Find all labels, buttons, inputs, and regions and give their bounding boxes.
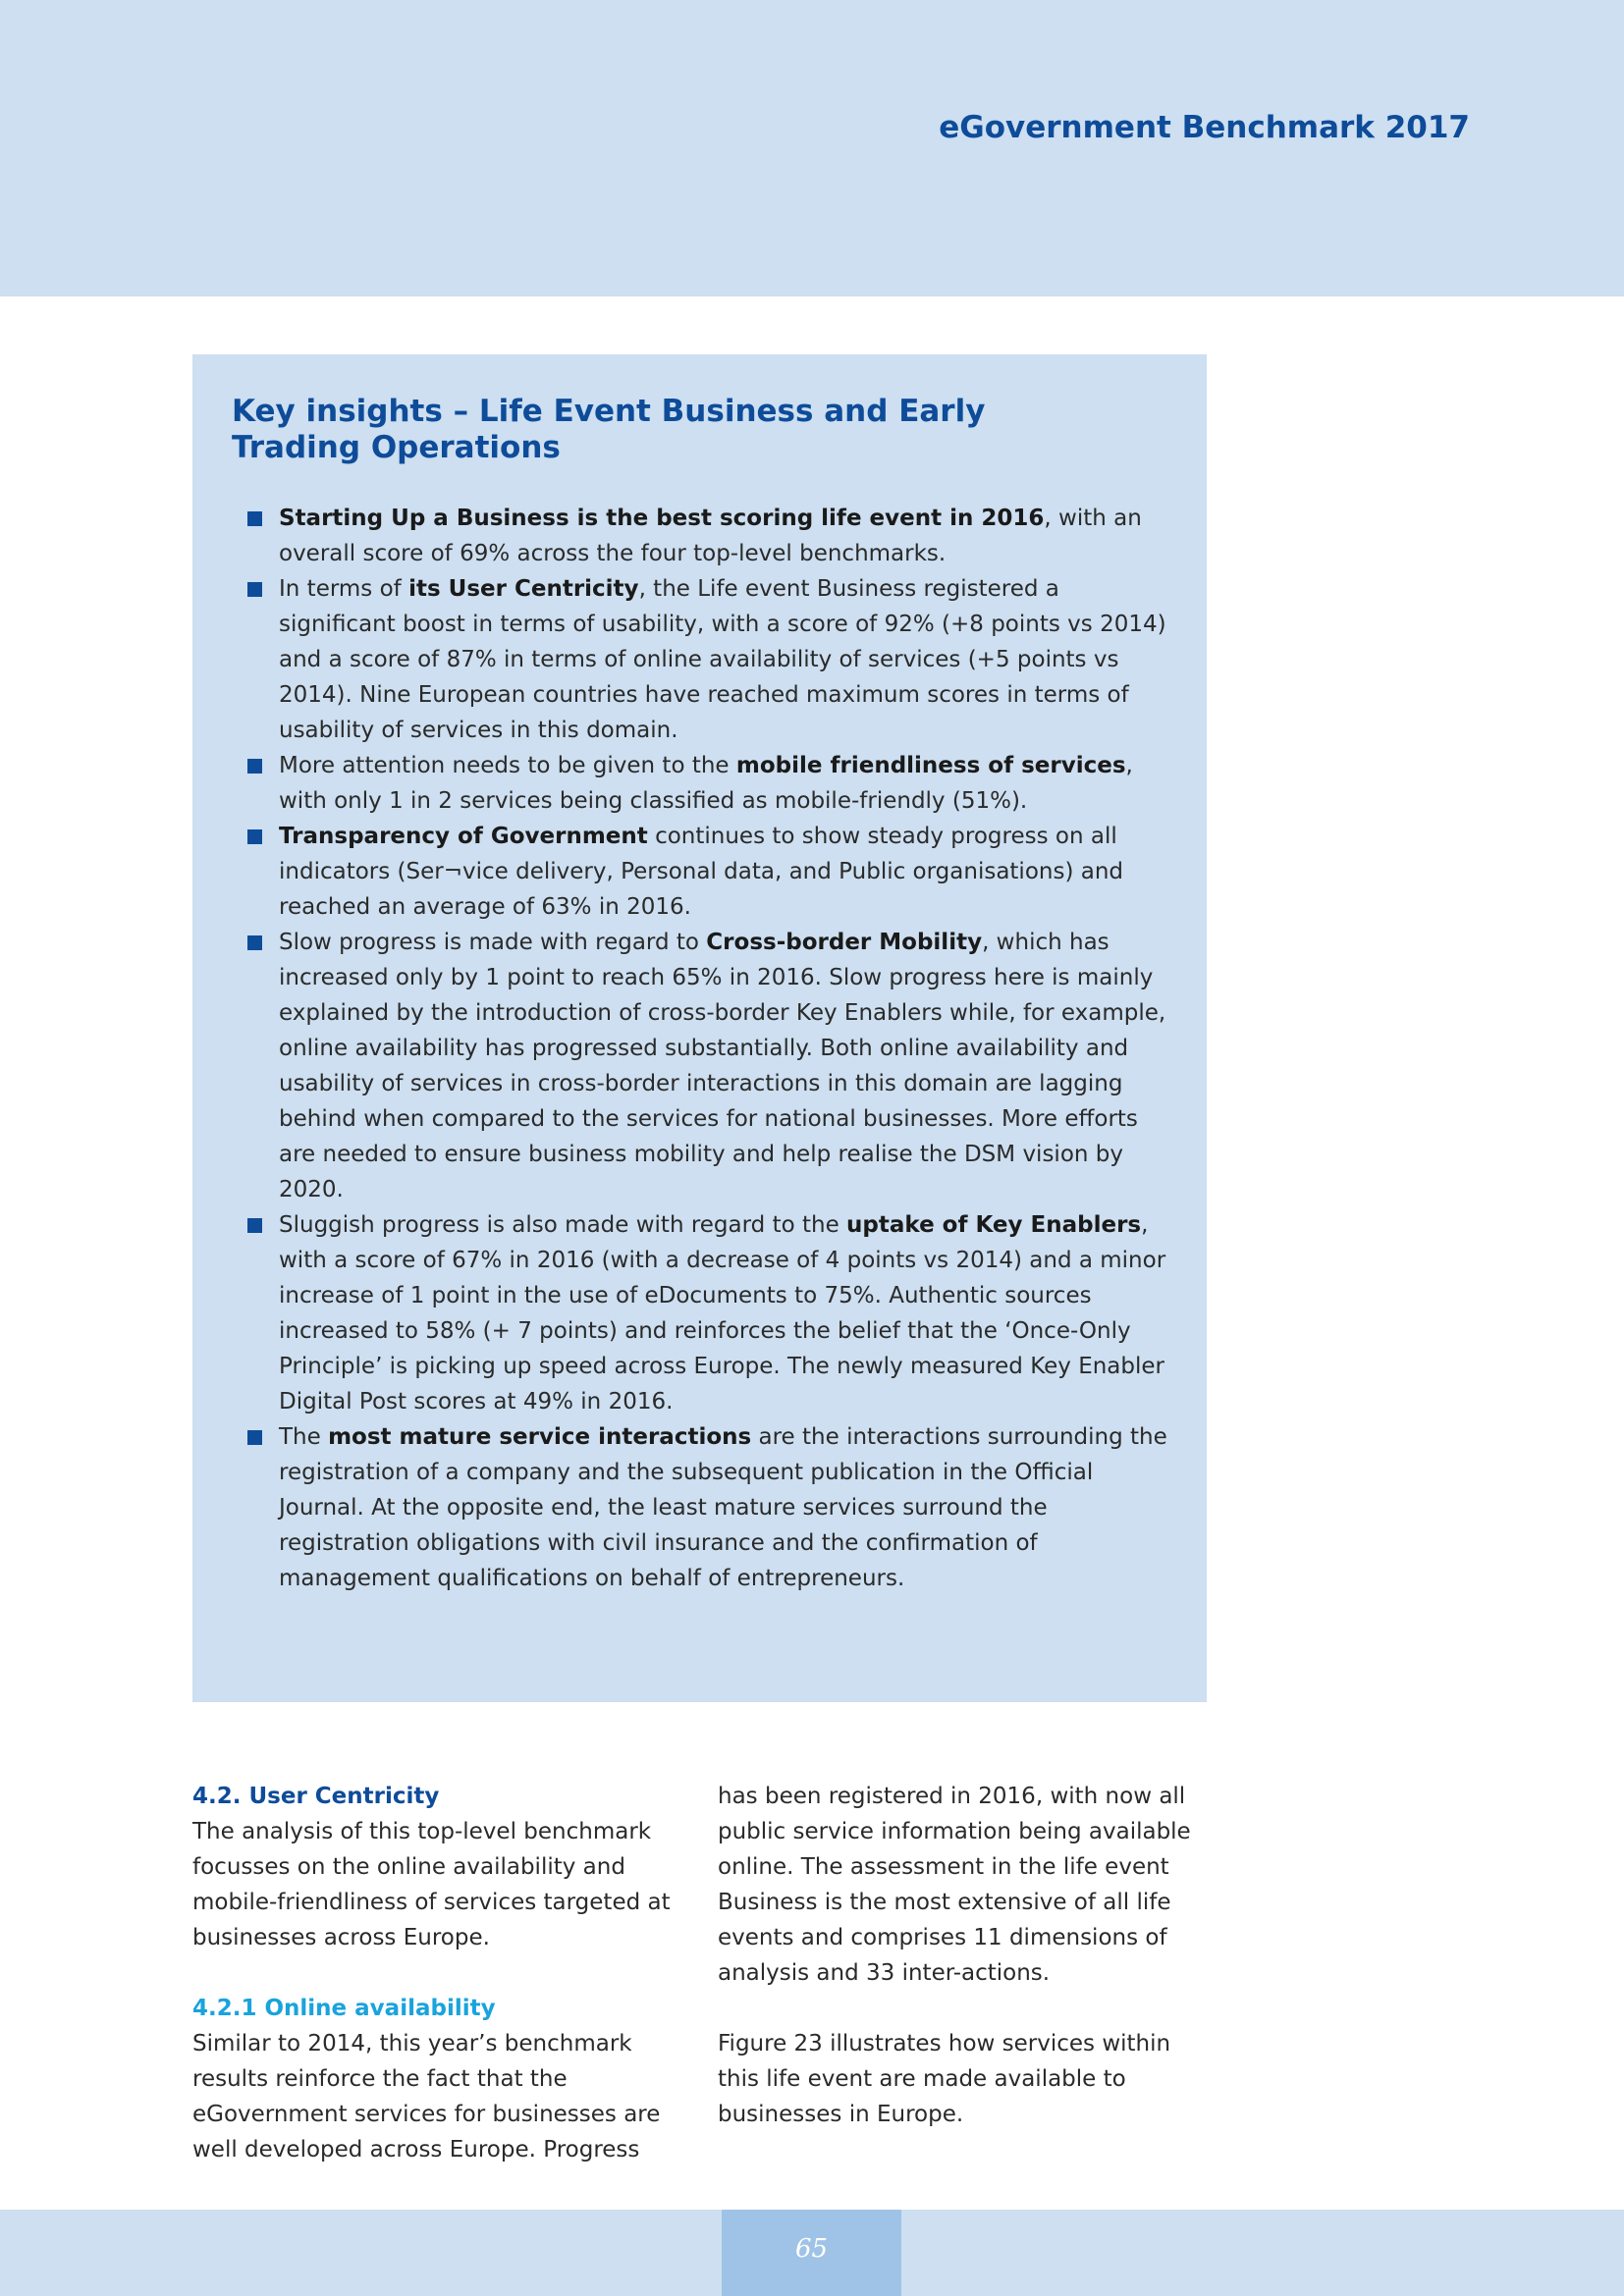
key-insight-item bbox=[232, 1419, 1167, 1596]
online-availability-paragraph: Similar to 2014, this year’s benchmark results reinforce the fact that the eGovernment services for businesses are well developed across Europe. Progress bbox=[192, 2031, 661, 2163]
insight-text: In terms of bbox=[279, 576, 409, 602]
insight-text: Sluggish progress is also made with regard to the bbox=[279, 1212, 847, 1238]
insight-emphasis: Cross-border Mobility bbox=[706, 930, 983, 955]
insight-text: are the interactions surrounding the registration of a company and the subsequent publication in the Official Journal. At the opposite end, the least mature services surround the registration obligations with civil insurance and the confirmation of management qualifications on behalf of entrepreneurs. bbox=[279, 1424, 1167, 1591]
key-insight-item bbox=[232, 1207, 1167, 1419]
header-band bbox=[0, 0, 1624, 296]
insight-emphasis: its User Centricity bbox=[408, 576, 639, 602]
insight-emphasis: Transparency of Government bbox=[279, 824, 648, 849]
insight-text: , which has increased only by 1 point to reach 65% in 2016. Slow progress here is mainly explained by the introduction of cross-border Key Enablers while, for example, online availability has progressed substantially. Both online availability and usability of services in cross-border interactions in this domain are lagging behind when compared to the services for national businesses. More efforts are needed to ensure business mobility and help realise the DSM vision by 2020. bbox=[279, 930, 1166, 1202]
text-column-right bbox=[718, 1779, 1209, 2132]
key-insight-item bbox=[232, 819, 1167, 925]
insight-text: The bbox=[279, 1424, 329, 1450]
insight-text: continues to show steady progress on all indicators (Ser¬vice delivery, Personal data, and Public organisations) and reached an average of 63% in 2016. bbox=[279, 824, 1124, 920]
key-insights-list bbox=[232, 501, 1167, 1596]
section-heading: 4.2. User Centricity bbox=[192, 1784, 440, 1809]
bullet-square-icon bbox=[247, 759, 262, 774]
text-column-left bbox=[192, 1779, 683, 2167]
key-insight-item bbox=[232, 748, 1167, 819]
key-insights-title: Key insights – Life Event Business and Early Trading Operations bbox=[232, 394, 986, 465]
insight-text: , with an overall score of 69% across the four top-level benchmarks. bbox=[279, 506, 1142, 566]
insight-emphasis: uptake of Key Enablers bbox=[846, 1212, 1142, 1238]
key-insights-box bbox=[192, 354, 1207, 1702]
insight-emphasis: mobile friendliness of services bbox=[735, 753, 1126, 778]
bullet-square-icon bbox=[247, 582, 262, 597]
key-insight-item bbox=[232, 925, 1167, 1207]
insight-text: , the Life event Business registered a significant boost in terms of usability, with a score of 92% (+8 points vs 2014) and a score of 87% in terms of online availability of services (+5 points vs 2014). Nine European countries have reached maximum scores in terms of usability of services in this domain. bbox=[279, 576, 1166, 743]
footer-band bbox=[0, 2210, 1624, 2296]
bullet-square-icon bbox=[247, 511, 262, 526]
insight-text: More attention needs to be given to the bbox=[279, 753, 736, 778]
bullet-square-icon bbox=[247, 1430, 262, 1445]
subsection-heading: 4.2.1 Online availability bbox=[192, 1996, 496, 2021]
bullet-square-icon bbox=[247, 1218, 262, 1233]
online-availability-paragraph-continued: has been registered in 2016, with now all public service information being available online. The assessment in the life event Business is the most extensive of all life events and comprises 11 dimensions of analysis and 33 inter-actions. bbox=[718, 1784, 1191, 1986]
section-intro-paragraph: The analysis of this top-level benchmark focusses on the online availability and mobile-friendliness of services targeted at businesses across Europe. bbox=[192, 1819, 671, 1950]
key-insight-item bbox=[232, 501, 1167, 571]
insight-text: , with a score of 67% in 2016 (with a decrease of 4 points vs 2014) and a minor increase of 1 point in the use of eDocuments to 75%. Authentic sources increased to 58% (+ 7 points) and reinforces the belief that the ‘Once-Only Principle’ is picking up speed across Europe. The newly measured Key Enabler Digital Post scores at 49% in 2016. bbox=[279, 1212, 1166, 1415]
insight-emphasis: most mature service interactions bbox=[328, 1424, 752, 1450]
insight-emphasis: Starting Up a Business is the best scoring life event in 2016 bbox=[279, 506, 1045, 531]
insight-text: Slow progress is made with regard to bbox=[279, 930, 707, 955]
key-insight-item bbox=[232, 571, 1167, 748]
report-title: eGovernment Benchmark 2017 bbox=[939, 110, 1470, 145]
insight-text: , with only 1 in 2 services being classified as mobile-friendly (51%). bbox=[279, 753, 1133, 814]
figure-reference-paragraph: Figure 23 illustrates how services within this life event are made available to businesses in Europe. bbox=[718, 2031, 1171, 2127]
page-number: 65 bbox=[722, 2210, 901, 2296]
bullet-square-icon bbox=[247, 935, 262, 950]
bullet-square-icon bbox=[247, 829, 262, 844]
